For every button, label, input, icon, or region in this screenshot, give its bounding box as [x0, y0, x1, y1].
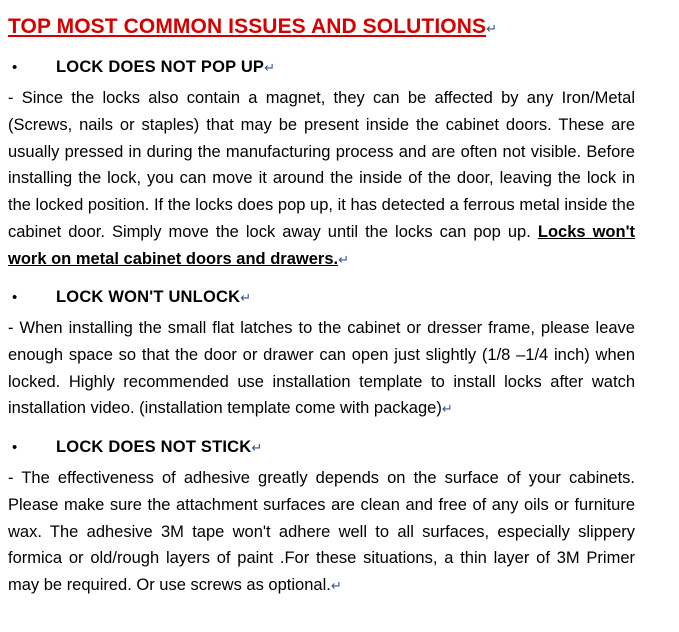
- dash-prefix: -: [8, 469, 22, 488]
- page-title: [8, 14, 635, 40]
- section-heading-text: LOCK WON'T UNLOCK: [56, 288, 241, 307]
- section-heading-row: [8, 438, 635, 457]
- section-body: [8, 465, 635, 599]
- paragraph-mark-icon: ↵: [251, 440, 263, 456]
- section-body-text: When installing the small flat latches to the cabinet or dresser frame, please leave enough space so that the door or drawer can open just slightly (1/8 –1/4 inch) when locked. Highly recommended use installation template to install locks after watch installation video. (installation template come with package): [8, 319, 635, 418]
- bullet-icon: [8, 60, 56, 75]
- paragraph-mark-icon: ↵: [330, 578, 342, 594]
- paragraph-mark-icon: ↵: [338, 251, 349, 267]
- section-body-text: Since the locks also contain a magnet, they can be affected by any Iron/Metal (Screws, nails or staples) that may be present inside the cabinet doors. These are usually pressed in during the manufacturing process and are often not visible. Before installing the lock, you can move it around the inside of the door, leaving the lock in the locked position. If the locks does pop up, it has detected a ferrous metal inside the cabinet door. Simply move the lock away until the locks can pop up.: [8, 89, 635, 241]
- section-lock-does-not-pop-up: [8, 58, 635, 272]
- section-body: [8, 85, 635, 272]
- paragraph-mark-icon: ↵: [441, 401, 453, 417]
- section-heading-text: LOCK DOES NOT STICK: [56, 438, 252, 457]
- section-emphasis-text: Locks won't work on metal cabinet doors and drawers.: [8, 222, 635, 268]
- page-title-text: TOP MOST COMMON ISSUES AND SOLUTIONS: [8, 15, 487, 38]
- paragraph-mark-icon: ↵: [240, 290, 252, 306]
- section-lock-wont-unlock: [8, 288, 635, 422]
- section-heading-row: [8, 58, 635, 77]
- dash-prefix: -: [8, 89, 22, 108]
- section-lock-does-not-stick: [8, 438, 635, 599]
- section-body: [8, 315, 635, 422]
- paragraph-mark-icon: ↵: [486, 21, 497, 36]
- section-heading-text: LOCK DOES NOT POP UP: [56, 58, 265, 77]
- bullet-icon: [8, 290, 56, 305]
- dash-prefix: -: [8, 319, 20, 338]
- paragraph-mark-icon: ↵: [264, 60, 276, 76]
- section-heading-row: [8, 288, 635, 307]
- section-body-text: The effectiveness of adhesive greatly depends on the surface of your cabinets. Please make sure the attachment surfaces are clean and free of any oils or furniture wax. The adhesive 3M tape won't adhere well to all surfaces, especially slippery formica or old/rough layers of paint .For these situations, a thin layer of 3M Primer may be required. Or use screws as optional.: [8, 469, 636, 595]
- bullet-icon: [8, 440, 56, 455]
